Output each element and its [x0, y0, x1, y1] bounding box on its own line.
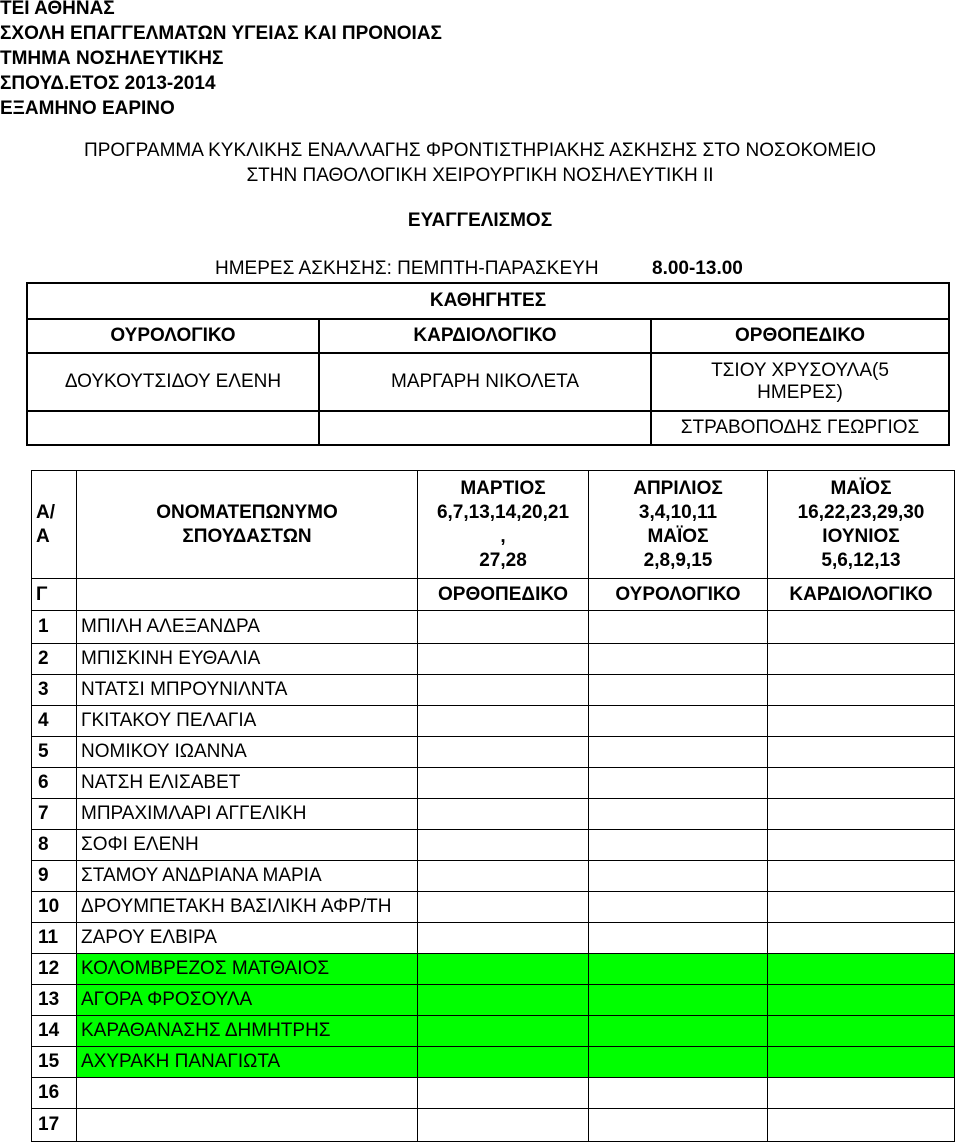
table-row — [32, 706, 955, 737]
schedule-cell — [418, 611, 589, 644]
table-row — [32, 892, 955, 923]
header-line-3: ΤΜΗΜΑ ΝΟΣΗΛΕΥΤΙΚΗΣ — [0, 48, 224, 69]
schedule-cell — [768, 923, 955, 954]
schedule-cell — [768, 1078, 955, 1109]
dept-orthopedic: ΟΡΘΟΠΕΔΙΚΟ — [651, 319, 949, 353]
header-line-1: ΤΕΙ ΑΘΗΝΑΣ — [0, 0, 115, 19]
table-row — [32, 1016, 955, 1047]
teacher-urology-2 — [27, 411, 319, 445]
table-row — [32, 830, 955, 861]
student-name: ΝΤΑΤΣΙ ΜΠΡΟΥΝΙΛΝΤΑ — [77, 675, 418, 706]
schedule-cell — [418, 830, 589, 861]
student-name: ΑΓΟΡΑ ΦΡΟΣΟΥΛΑ — [77, 985, 418, 1016]
schedule-cell — [589, 768, 768, 799]
teacher-orthopedic-1: ΤΣΙΟΥ ΧΡΥΣΟΥΛΑ(5 ΗΜΕΡΕΣ) — [651, 353, 949, 411]
schedule-table — [31, 470, 955, 1142]
table-row — [32, 985, 955, 1016]
period-1-header — [418, 471, 589, 579]
aa-label-2: Α — [36, 525, 50, 547]
dept-urology: ΟΥΡΟΛΟΓΙΚΟ — [27, 319, 319, 353]
student-number: 13 — [32, 985, 77, 1016]
student-number: 6 — [32, 768, 77, 799]
schedule-cell — [418, 1047, 589, 1078]
schedule-cell — [589, 1078, 768, 1109]
period-2-month: ΑΠΡΙΛΙΟΣ — [633, 477, 723, 499]
schedule-cell — [418, 1109, 589, 1142]
schedule-cell — [768, 799, 955, 830]
schedule-cell — [589, 861, 768, 892]
practice-days: ΗΜΕΡΕΣ ΑΣΚΗΣΗΣ: ΠΕΜΠΤΗ-ΠΑΡΑΣΚΕΥΗ — [215, 258, 599, 279]
table-row — [32, 644, 955, 675]
schedule-cell — [768, 768, 955, 799]
schedule-cell — [589, 644, 768, 675]
student-name: ΖΑΡΟΥ ΕΛΒΙΡΑ — [77, 923, 418, 954]
name-header — [77, 471, 418, 579]
gamma-blank — [77, 579, 418, 611]
schedule-cell — [768, 706, 955, 737]
student-number: 16 — [32, 1078, 77, 1109]
teachers-title: ΚΑΘΗΓΗΤΕΣ — [27, 283, 949, 319]
table-row — [32, 923, 955, 954]
header-line-2: ΣΧΟΛΗ ΕΠΑΓΓΕΛΜΑΤΩΝ ΥΓΕΙΑΣ ΚΑΙ ΠΡΟΝΟΙΑΣ — [0, 23, 442, 44]
student-number: 15 — [32, 1047, 77, 1078]
student-number: 4 — [32, 706, 77, 737]
student-number: 9 — [32, 861, 77, 892]
schedule-cell — [768, 644, 955, 675]
practice-hours: 8.00-13.00 — [652, 258, 743, 279]
institution-header — [0, 0, 442, 121]
student-number: 11 — [32, 923, 77, 954]
program-title-1: ΠΡΟΓΡΑΜΜΑ ΚΥΚΛΙΚΗΣ ΕΝΑΛΛΑΓΗΣ ΦΡΟΝΤΙΣΤΗΡΙΑΚΗΣ ΑΣΚΗΣΗΣ ΣΤΟ ΝΟΣΟΚΟΜΕΙΟ — [84, 140, 876, 161]
schedule-cell — [418, 892, 589, 923]
schedule-cell — [768, 1047, 955, 1078]
schedule-cell — [768, 954, 955, 985]
student-name — [77, 1109, 418, 1142]
schedule-cell — [589, 1109, 768, 1142]
schedule-cell — [418, 799, 589, 830]
schedule-cell — [418, 706, 589, 737]
header-line-4: ΣΠΟΥΔ.ΕΤΟΣ 2013-2014 — [0, 73, 216, 94]
student-name: ΚΑΡΑΘΑΝΑΣΗΣ ΔΗΜΗΤΡΗΣ — [77, 1016, 418, 1047]
schedule-cell — [768, 830, 955, 861]
schedule-cell — [418, 737, 589, 768]
student-rows — [32, 611, 955, 1142]
table-row — [32, 675, 955, 706]
table-row — [32, 1109, 955, 1142]
student-number: 10 — [32, 892, 77, 923]
student-name: ΔΡΟΥΜΠΕΤΑΚΗ ΒΑΣΙΛΙΚΗ ΑΦΡ/ΤΗ — [77, 892, 418, 923]
schedule-cell — [768, 611, 955, 644]
table-row — [32, 799, 955, 830]
period-1-sep: , — [500, 525, 506, 547]
teacher-cardiology-2 — [319, 411, 651, 445]
schedule-cell — [418, 985, 589, 1016]
header-line-5: ΕΞΑΜΗΝΟ ΕΑΡΙΝΟ — [0, 98, 175, 119]
schedule-cell — [589, 985, 768, 1016]
schedule-cell — [768, 1109, 955, 1142]
schedule-cell — [589, 799, 768, 830]
student-number: 14 — [32, 1016, 77, 1047]
schedule-cell — [589, 737, 768, 768]
table-row — [32, 1078, 955, 1109]
student-name: ΝΑΤΣΗ ΕΛΙΣΑΒΕΤ — [77, 768, 418, 799]
schedule-cell — [418, 675, 589, 706]
name-header-2: ΣΠΟΥΔΑΣΤΩΝ — [182, 525, 312, 547]
schedule-cell — [589, 611, 768, 644]
student-name: ΜΠΡΑΧΙΜΛΑΡΙ ΑΓΓΕΛΙΚΗ — [77, 799, 418, 830]
period-3-header — [768, 471, 955, 579]
teacher-cardiology: ΜΑΡΓΑΡΗ ΝΙΚΟΛΕΤΑ — [319, 353, 651, 411]
teachers-table — [26, 282, 950, 446]
period-2-dept: ΟΥΡΟΛΟΓΙΚΟ — [589, 579, 768, 611]
period-1-days: 6,7,13,14,20,21 — [436, 501, 570, 523]
student-number: 8 — [32, 830, 77, 861]
table-row — [32, 1047, 955, 1078]
student-number: 2 — [32, 644, 77, 675]
student-name: ΚΟΛΟΜΒΡΕΖΟΣ ΜΑΤΘΑΙΟΣ — [77, 954, 418, 985]
student-name — [77, 1078, 418, 1109]
schedule-cell — [418, 644, 589, 675]
period-2-days-2: 2,8,9,15 — [643, 549, 713, 571]
schedule-cell — [589, 675, 768, 706]
student-name: ΑΧΥΡΑΚΗ ΠΑΝΑΓΙΩΤΑ — [77, 1047, 418, 1078]
student-name: ΜΠΙΛΗ ΑΛΕΞΑΝΔΡΑ — [77, 611, 418, 644]
table-row — [32, 768, 955, 799]
schedule-cell — [768, 985, 955, 1016]
schedule-cell — [768, 1016, 955, 1047]
schedule-cell — [589, 892, 768, 923]
period-1-dept: ΟΡΘΟΠΕΔΙΚΟ — [418, 579, 589, 611]
student-number: 3 — [32, 675, 77, 706]
schedule-cell — [589, 1047, 768, 1078]
period-2-month-2: ΜΑΪΟΣ — [647, 525, 709, 547]
schedule-cell — [589, 706, 768, 737]
schedule-cell — [768, 737, 955, 768]
student-number: 7 — [32, 799, 77, 830]
student-name: ΓΚΙΤΑΚΟΥ ΠΕΛΑΓΙΑ — [77, 706, 418, 737]
hospital-name: ΕΥΑΓΓΕΛΙΣΜΟΣ — [407, 210, 553, 231]
period-3-month-2: ΙΟΥΝΙΟΣ — [822, 525, 900, 547]
schedule-cell — [589, 923, 768, 954]
period-1-month: ΜΑΡΤΙΟΣ — [460, 477, 546, 499]
teacher-urology: ΔΟΥΚΟΥΤΣΙΔΟΥ ΕΛΕΝΗ — [27, 353, 319, 411]
schedule-cell — [418, 954, 589, 985]
schedule-cell — [768, 675, 955, 706]
gamma-label: Γ — [32, 579, 77, 611]
student-number: 17 — [32, 1109, 77, 1142]
schedule-cell — [589, 830, 768, 861]
student-name: ΣΤΑΜΟΥ ΑΝΔΡΙΑΝΑ ΜΑΡΙΑ — [77, 861, 418, 892]
schedule-cell — [418, 1078, 589, 1109]
student-name: ΣΟΦΙ ΕΛΕΝΗ — [77, 830, 418, 861]
table-row — [32, 861, 955, 892]
student-name: ΜΠΙΣΚΙΝΗ ΕΥΘΑΛΙΑ — [77, 644, 418, 675]
schedule-cell — [418, 1016, 589, 1047]
table-row — [32, 737, 955, 768]
aa-header — [32, 471, 77, 579]
period-3-dept: ΚΑΡΔΙΟΛΟΓΙΚΟ — [768, 579, 955, 611]
period-3-days: 16,22,23,29,30 — [797, 501, 925, 523]
student-number: 5 — [32, 737, 77, 768]
dept-cardiology: ΚΑΡΔΙΟΛΟΓΙΚΟ — [319, 319, 651, 353]
period-3-month: ΜΑΪΟΣ — [830, 477, 892, 499]
teacher-orthopedic-2: ΣΤΡΑΒΟΠΟΔΗΣ ΓΕΩΡΓΙΟΣ — [651, 411, 949, 445]
table-row — [32, 611, 955, 644]
schedule-cell — [768, 861, 955, 892]
name-header-1: ΟΝΟΜΑΤΕΠΩΝΥΜΟ — [156, 501, 338, 523]
aa-label-1: Α/ — [36, 501, 55, 523]
schedule-cell — [768, 892, 955, 923]
schedule-cell — [589, 954, 768, 985]
table-row — [32, 954, 955, 985]
schedule-cell — [418, 768, 589, 799]
period-1-days-2: 27,28 — [479, 549, 527, 571]
period-3-days-2: 5,6,12,13 — [821, 549, 901, 571]
student-name: ΝΟΜΙΚΟΥ ΙΩΑΝΝΑ — [77, 737, 418, 768]
period-2-header — [589, 471, 768, 579]
period-2-days: 3,4,10,11 — [638, 501, 718, 523]
student-number: 1 — [32, 611, 77, 644]
schedule-cell — [589, 1016, 768, 1047]
schedule-cell — [418, 861, 589, 892]
student-number: 12 — [32, 954, 77, 985]
schedule-cell — [418, 923, 589, 954]
program-title-2: ΣΤΗΝ ΠΑΘΟΛΟΓΙΚΗ ΧΕΙΡΟΥΡΓΙΚΗ ΝΟΣΗΛΕΥΤΙΚΗ ΙΙ — [246, 165, 714, 186]
